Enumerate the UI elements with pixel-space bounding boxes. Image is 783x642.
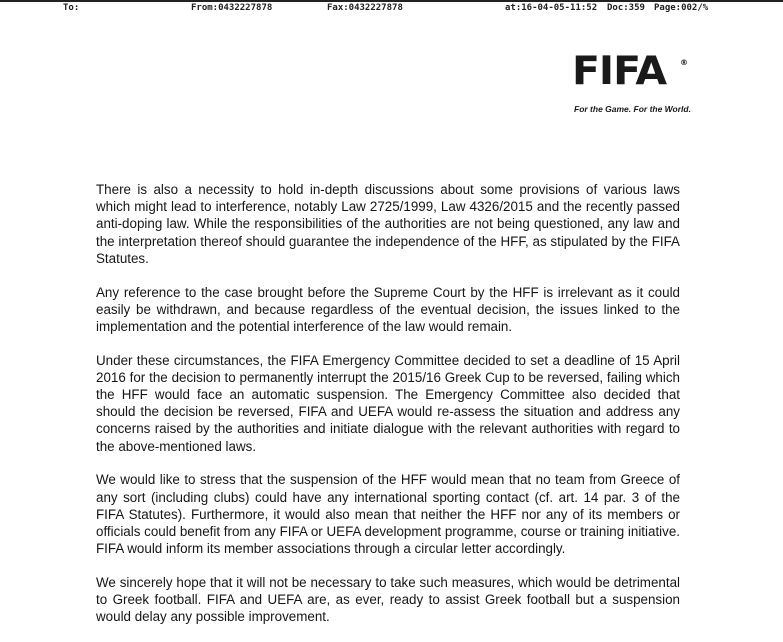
fax-header <box>0 0 783 16</box>
fifa-tagline: For the Game. For the World. <box>574 104 691 114</box>
fifa-wordmark: FIFA <box>572 49 666 94</box>
fax-doc-number: Doc:359 <box>607 3 645 13</box>
fax-to: To: <box>63 3 80 13</box>
registered-mark: ® <box>680 58 688 67</box>
fax-from: From:0432227878 <box>191 3 273 13</box>
fifa-logo <box>572 49 688 94</box>
paragraph-closing: We sincerely hope that it will not be necessary to take such measures, which would be detrimental to Greek football. FIFA and UEFA are, as ever, ready to assist Greek football but a suspension would delay any possible improvement. <box>96 574 680 625</box>
fax-timestamp: at:16-04-05-11:52 <box>505 3 598 13</box>
letter-body <box>96 181 680 642</box>
fax-page-number: Page:002/% <box>654 3 709 13</box>
paragraph-laws: There is also a necessity to hold in-depth discussions about some provisions of various laws which might lead to interference, notably Law 2725/1999, Law 4326/2015 and the recently passed anti-doping law. While the responsibilities of the authorities are not being questioned, any law and the interpretation thereof should guarantee the independence of the HFF, as stipulated by the FIFA Statutes. <box>96 182 680 266</box>
paragraph-deadline: Under these circumstances, the FIFA Emergency Committee decided to set a deadline of 15 April 2016 for the decision to permanently interrupt the 2015/16 Greek Cup to be reversed, failing which the HFF would face an automatic suspension. The Emergency Committee also decided that should the decision be reversed, FIFA and UEFA would re-assess the situation and address any concerns raised by the authorities and initiate dialogue with the relevant authorities with regard to the above-mentioned laws. <box>96 352 680 454</box>
paragraph-suspension: We would like to stress that the suspension of the HFF would mean that no team from Greece of any sort (including clubs) could have any international sporting contact (cf. art. 14 par. 3 of the FIFA Statutes). Furthermore, it would also mean that neither the HFF nor any of its members or officials could benefit from any FIFA or UEFA development programme, course or training initiative. FIFA would inform its member associations through a circular letter accordingly. <box>96 472 681 557</box>
fax-number: Fax:0432227878 <box>327 3 403 13</box>
paragraph-supreme-court: Any reference to the case brought before the Supreme Court by the HFF is irrelevant as it could easily be withdrawn, and because regardless of the eventual decision, the issues linked to the implementation and the potential interference of the law would remain. <box>96 284 680 334</box>
